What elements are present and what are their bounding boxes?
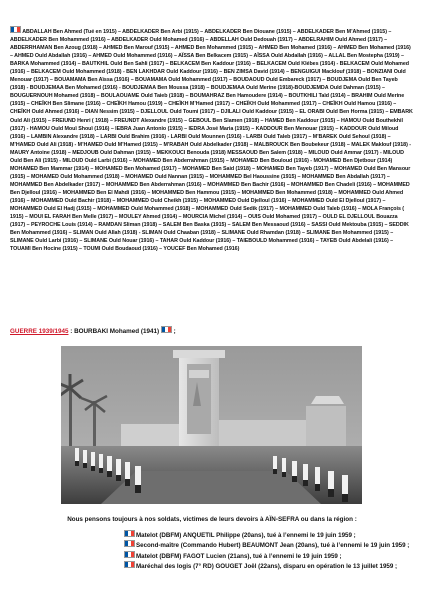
ww2-trailing-punctuation: ;	[173, 328, 176, 335]
french-flag-icon	[124, 540, 135, 547]
list-item: Maréchal des logis (7° RD) GOUGET Joël (22ans), disparu en opération le 13 juillet 1959 ;	[124, 561, 414, 571]
list-item: Matelot (DBFM) ANQUETIL Philippe (20ans), tué à l’ennemi le 19 juin 1959 ;	[124, 530, 414, 540]
ww2-heading: GUERRE 1939/1945	[10, 328, 69, 335]
memorial-photo-image	[61, 346, 362, 504]
ww2-entry: : BOURBAKI Mohamed (1941)	[70, 328, 160, 335]
photo-caption: Nous pensons toujours à nos soldats, victimes de leurs devoirs à AÏN-SEFRA ou dans la région :	[67, 516, 357, 523]
list-item: Matelot (DBFM) FAGOT Lucien (21ans), tué à l’ennemi le 19 juin 1959 ;	[124, 551, 414, 561]
french-flag-icon	[161, 326, 172, 333]
ww2-line	[10, 326, 414, 336]
names-list-text: ABDALLAH Ben Ahmed (Tué en 1915) – ABDELKADER Ben Arbi (1915) – ABDELKADER Ben Diouane (1915) – ABDELKADER Ben M’Ahmed (1915) – ABDELKADER Ben Mohammed (1916) – ABDELKADER Ould Mohamed (1916) – ABDELLAH Ould Dedouah (1917) – ABDELRAHIM Ould Ahmed (1917) – ABDERRHAMAN Ben Azoug (1918) – AHMED Ben Marouf (1915) – AHMED Ben Mohammed (1915) – AHMED Ben Mohamed (1916) – AHMED Ben Mohamed (1916) – AHMED Ould Abdallah (1916) – AHMED Ould Mohammed (1916) – AÏSSA Ben Belkacem (1915) – AÏSSA Ould Abdallah (1916) – ALLAL Ben Mostepha (1919) – BARKA Mohammed (1914) – BAUTKHIL Ould Ben Sahli (1917) – BELKACEM Ben Kaddour (1916) – BELKACEM Ould Klébes (1914) - BELKACEM Ould Mohamed (1916) – BELKACEM Ould Mohammed (1918) - BEN LAKHDAR Ould Kaddour (1916) – BEN ZIMSA David (1914) – BENGUIGUI Macklouf (1918) – BONZIANI Ould Menouar (1917) – BOUAMAMA Ben Aïssa (1916) – BOUAMAMA Ould Mohammed (1917) – BOUDAOUD Ould Embareck (1917) – BOUDJEMA Ould Ben Tayeb (1918) - BOUDJEMAA Ben Mohamed (1916) - BOUDJEMAA Ben Moussa (1918) – BOUDJEMAA Ould Merine (1918)-BOUDJEMDA Ould Dahman (1915) – BOUGUERNOUH Mohamed (1918) – BOULAOUAME Ould Taieb (1918) – BOUMAHRAZ Ben Hamoudere (1914) – BOUTKHILI Taïd (1914) – BRAHIM Ould Merine (1915) – CHEÏKH Ben Slimane (1916) – CHEÏKH Hamou (1919) – CHEÏKH M’Hamed (1917) – CHEÏKH Ould Mohammed (1917) – CHEÏKH Ould Hamou (1916) – CHEÏKH Ould Ahmed (1916) – DIAN Nessim (1915) – DJELLOUL Ould Toumi (1917) – DJILALI Ould Kaddour (1915) – EL ORABI Ould Ben Horma (1915) – EMBARK Ould Ali (1915) – FREIUND Henri ( 1918) – FREUNDT Alexandre (1915) – GEBOUL Ben Slamen (1918) – HAMED Ben Kaddour (1915) – HAMOU Ould Bouthekhil (1917) - HAMOU Ould Mouï Shouï (1916) – IEBRA Juan Antonio (1915) – IEDRA José Maria (1915) – KADDOUR Ben Menouar (1915) – KADDOUR Ould Miloud (1916) – LAMBIN Alexandre (1918) – LARBI Ould Brahim (1916) - LARBI Ould Mounnen (1916) - LARBI Ould Taleb (1917) – M’BAREK Ould Sehoul (1918) – M’HAMED Ould Ali (1918) - M’HAMED Ould M’Hamed (1915) – M’RABAH Ould Abdelkader (1918) – MALBROUCK Ben Boubekeur (1918) – MALEK Maklouf (1918) - MAURY Antoine (1918) – MEDJOUB Ould Dahman (1915) – MEKKOUCI Benouda (1918) MESSAOUD Ben Salem (1918) – MILOUD Ould Ammar (1917) - MILOUD Ould Ben Ali (1915) - MILOUD Ould Larbi (1916) – MOHAMED Ben Abderrahman (1915) – MOHAMED Ben Bouloud (1916) - MOHAMED Ben Djetbour (1914) MOHAMED Ben Mammar (1914) – MOHAMED Ben Mohamed (1917) – MOHAMED Ben Said (1918) – MOHAMED Ben Tayeb (1917) – MOHAMED Ould Ben Mansour (1915) – MOHAMED Ould Mohammed (1918) – MOHAMED Ould Nannan (1915) – MOHAMMED Bel Haoussine (1915) – MOHAMMED Ben Abdallah (1917) – MOHAMMED Ben Abdelkader (1917) – MOHAMMED Ben Abderrahman (1916) – MOHAMMED Ben Bachir (1916) – MOHAMMED Ben Chadeli (1916) – MOHAMMED Ben Djelloul (1916) – MOHAMMED Ben El Mahdi (1916) – MOHAMMED Ben Hammou (1915) – MOHAMMED Ben Mohammed (1918) – MOHAMMED Ould Ahmed (1916) – MOHAMMED Ould Bachir (1918) – MOHAMMED Ould Cheikh (1915) – MOHAMMED Ould Djellouï (1916) – MOHAMMED Ould El Djelloul (1917) – MOHAMMED Ould El Hadj (1915) – MOHAMMED Ould Mohammed (1918) – MOHAMMED Ould Sedik (1917) – MOHAMMED Ould Taleb (1916) – MOLA François ( 1915) – MOUI EL FARAH Ben Melle (1917) – MOULEY Ahmed (1914) – MOURCIA Michel (1914) – OUIS Ould Mohamed (1917) – OULD EL DJELLOUL Bouazza (1917) – PEYROCHE Louis (1914) – RAMDAN Sliman (1918) – SALEM Ben Baska (1915) – SALEM Ben Messaoud (1916) – SASSI Ould Mektouba (1915) – SEDDIK Ben Mohammed (1916) – SLIMAN Ould Allah (1918) - SLIMAN Ould Chaaban (1918) – SLIMANE Ould Rhamdan (1918) – SLIMANE Ben Mohammed (1915) – SLIMANE Ould Larbi (1916) – SLIMANE Ould Nouar (1916) – TAHAR Ould Kaddour (1916) – TAIEBOULD Mohammed (1916) – TAYEB Ould Abdelali (1916) – TOUAMI Ben Hocine (1915) – TOUMI Ould Boudaoud (1916) – YOUCEF Ben Mohamed (1916)	[10, 29, 413, 253]
victims-list	[124, 530, 414, 572]
list-item: Second-maître (Commando Hubert) BEAUMONT Jean (20ans), tué à l’ennemi le 19 juin 1959 ;	[124, 540, 414, 550]
memorial-photo	[61, 346, 362, 504]
french-flag-icon	[124, 530, 135, 537]
french-flag-icon	[124, 551, 135, 558]
french-flag-icon	[124, 561, 135, 568]
french-flag-icon	[10, 26, 21, 33]
ww1-names-paragraph	[10, 26, 414, 253]
